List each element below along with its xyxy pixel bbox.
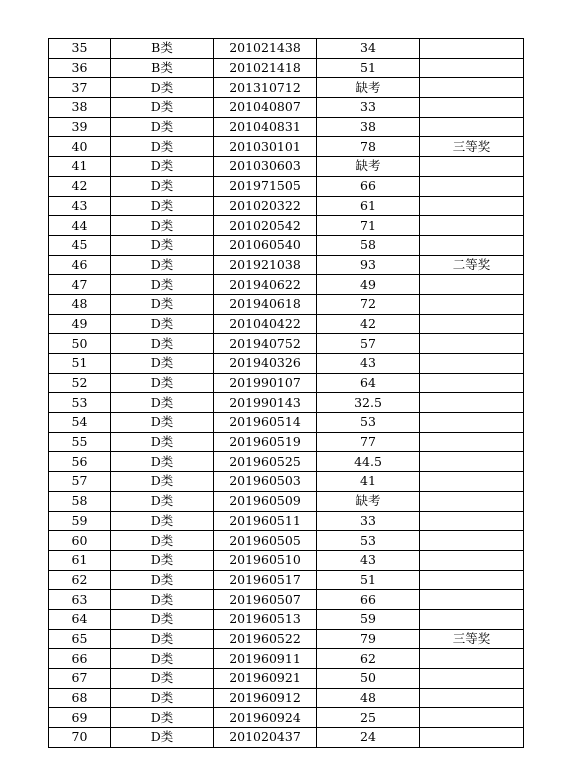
award-cell <box>420 216 524 236</box>
category-cell: D类 <box>111 98 214 118</box>
category-cell: D类 <box>111 294 214 314</box>
student-id-cell: 201040807 <box>214 98 317 118</box>
award-cell <box>420 196 524 216</box>
student-id-cell: 201960525 <box>214 452 317 472</box>
student-id-cell: 201040422 <box>214 314 317 334</box>
table-row <box>49 550 524 570</box>
score-cell: 缺考 <box>317 157 420 177</box>
category-cell: D类 <box>111 688 214 708</box>
score-cell: 78 <box>317 137 420 157</box>
category-cell: B类 <box>111 58 214 78</box>
row-number-cell: 52 <box>49 373 111 393</box>
student-id-cell: 201960509 <box>214 491 317 511</box>
student-id-cell: 201960911 <box>214 649 317 669</box>
score-cell: 43 <box>317 354 420 374</box>
score-cell: 71 <box>317 216 420 236</box>
score-cell: 58 <box>317 235 420 255</box>
award-cell <box>420 570 524 590</box>
row-number-cell: 45 <box>49 235 111 255</box>
score-cell: 缺考 <box>317 78 420 98</box>
category-cell: D类 <box>111 78 214 98</box>
row-number-cell: 49 <box>49 314 111 334</box>
award-cell: 三等奖 <box>420 629 524 649</box>
row-number-cell: 47 <box>49 275 111 295</box>
table-row <box>49 531 524 551</box>
student-id-cell: 201040831 <box>214 117 317 137</box>
table-row <box>49 78 524 98</box>
category-cell: D类 <box>111 728 214 748</box>
score-cell: 50 <box>317 669 420 689</box>
category-cell: D类 <box>111 432 214 452</box>
category-cell: D类 <box>111 117 214 137</box>
score-cell: 93 <box>317 255 420 275</box>
table-row <box>49 570 524 590</box>
row-number-cell: 38 <box>49 98 111 118</box>
award-cell <box>420 432 524 452</box>
category-cell: D类 <box>111 314 214 334</box>
table-row <box>49 669 524 689</box>
award-cell <box>420 669 524 689</box>
award-cell <box>420 58 524 78</box>
category-cell: D类 <box>111 354 214 374</box>
row-number-cell: 56 <box>49 452 111 472</box>
row-number-cell: 69 <box>49 708 111 728</box>
category-cell: D类 <box>111 235 214 255</box>
student-id-cell: 201960921 <box>214 669 317 689</box>
table-row <box>49 728 524 748</box>
award-cell <box>420 688 524 708</box>
row-number-cell: 43 <box>49 196 111 216</box>
award-cell <box>420 649 524 669</box>
category-cell: D类 <box>111 708 214 728</box>
table-row <box>49 432 524 452</box>
student-id-cell: 201020542 <box>214 216 317 236</box>
score-cell: 66 <box>317 176 420 196</box>
row-number-cell: 67 <box>49 669 111 689</box>
award-cell <box>420 176 524 196</box>
award-cell <box>420 314 524 334</box>
row-number-cell: 59 <box>49 511 111 531</box>
row-number-cell: 60 <box>49 531 111 551</box>
row-number-cell: 36 <box>49 58 111 78</box>
student-id-cell: 201960522 <box>214 629 317 649</box>
score-cell: 44.5 <box>317 452 420 472</box>
award-cell <box>420 491 524 511</box>
category-cell: D类 <box>111 373 214 393</box>
row-number-cell: 42 <box>49 176 111 196</box>
student-id-cell: 201990107 <box>214 373 317 393</box>
score-cell: 42 <box>317 314 420 334</box>
table-row <box>49 98 524 118</box>
student-id-cell: 201990143 <box>214 393 317 413</box>
score-cell: 38 <box>317 117 420 137</box>
table-row <box>49 649 524 669</box>
award-cell <box>420 472 524 492</box>
award-cell <box>420 98 524 118</box>
score-cell: 53 <box>317 413 420 433</box>
score-cell: 25 <box>317 708 420 728</box>
student-id-cell: 201960505 <box>214 531 317 551</box>
award-cell <box>420 157 524 177</box>
student-id-cell: 201940622 <box>214 275 317 295</box>
row-number-cell: 53 <box>49 393 111 413</box>
student-id-cell: 201971505 <box>214 176 317 196</box>
score-cell: 64 <box>317 373 420 393</box>
row-number-cell: 54 <box>49 413 111 433</box>
table-row <box>49 334 524 354</box>
award-cell <box>420 708 524 728</box>
student-id-cell: 201940618 <box>214 294 317 314</box>
award-cell <box>420 728 524 748</box>
table-row <box>49 491 524 511</box>
table-row <box>49 117 524 137</box>
score-cell: 62 <box>317 649 420 669</box>
table-row <box>49 176 524 196</box>
student-id-cell: 201060540 <box>214 235 317 255</box>
category-cell: D类 <box>111 472 214 492</box>
row-number-cell: 46 <box>49 255 111 275</box>
category-cell: D类 <box>111 176 214 196</box>
category-cell: B类 <box>111 39 214 59</box>
category-cell: D类 <box>111 649 214 669</box>
student-id-cell: 201960513 <box>214 609 317 629</box>
award-cell <box>420 275 524 295</box>
score-cell: 33 <box>317 98 420 118</box>
category-cell: D类 <box>111 196 214 216</box>
award-cell: 三等奖 <box>420 137 524 157</box>
score-cell: 51 <box>317 570 420 590</box>
category-cell: D类 <box>111 531 214 551</box>
student-id-cell: 201960514 <box>214 413 317 433</box>
table-row <box>49 708 524 728</box>
row-number-cell: 41 <box>49 157 111 177</box>
table-row <box>49 314 524 334</box>
score-cell: 48 <box>317 688 420 708</box>
table-row <box>49 629 524 649</box>
row-number-cell: 39 <box>49 117 111 137</box>
score-cell: 32.5 <box>317 393 420 413</box>
award-cell <box>420 413 524 433</box>
table-row <box>49 511 524 531</box>
row-number-cell: 35 <box>49 39 111 59</box>
award-cell <box>420 452 524 472</box>
student-id-cell: 201310712 <box>214 78 317 98</box>
student-id-cell: 201960507 <box>214 590 317 610</box>
category-cell: D类 <box>111 491 214 511</box>
row-number-cell: 51 <box>49 354 111 374</box>
award-cell <box>420 294 524 314</box>
score-cell: 41 <box>317 472 420 492</box>
score-cell: 33 <box>317 511 420 531</box>
score-cell: 51 <box>317 58 420 78</box>
award-cell <box>420 511 524 531</box>
category-cell: D类 <box>111 255 214 275</box>
results-table <box>48 38 524 748</box>
table-row <box>49 275 524 295</box>
award-cell <box>420 373 524 393</box>
score-cell: 49 <box>317 275 420 295</box>
score-cell: 53 <box>317 531 420 551</box>
table-row <box>49 688 524 708</box>
table-row <box>49 373 524 393</box>
category-cell: D类 <box>111 413 214 433</box>
category-cell: D类 <box>111 629 214 649</box>
score-cell: 57 <box>317 334 420 354</box>
category-cell: D类 <box>111 334 214 354</box>
student-id-cell: 201960924 <box>214 708 317 728</box>
award-cell <box>420 550 524 570</box>
score-cell: 61 <box>317 196 420 216</box>
row-number-cell: 65 <box>49 629 111 649</box>
student-id-cell: 201021418 <box>214 58 317 78</box>
score-cell: 34 <box>317 39 420 59</box>
category-cell: D类 <box>111 570 214 590</box>
student-id-cell: 201960912 <box>214 688 317 708</box>
score-cell: 缺考 <box>317 491 420 511</box>
category-cell: D类 <box>111 452 214 472</box>
category-cell: D类 <box>111 216 214 236</box>
score-cell: 77 <box>317 432 420 452</box>
row-number-cell: 50 <box>49 334 111 354</box>
student-id-cell: 201921038 <box>214 255 317 275</box>
table-row <box>49 393 524 413</box>
award-cell: 二等奖 <box>420 255 524 275</box>
table-row <box>49 216 524 236</box>
category-cell: D类 <box>111 609 214 629</box>
table-row <box>49 255 524 275</box>
category-cell: D类 <box>111 393 214 413</box>
row-number-cell: 44 <box>49 216 111 236</box>
student-id-cell: 201020437 <box>214 728 317 748</box>
student-id-cell: 201020322 <box>214 196 317 216</box>
row-number-cell: 66 <box>49 649 111 669</box>
row-number-cell: 40 <box>49 137 111 157</box>
student-id-cell: 201940752 <box>214 334 317 354</box>
score-cell: 66 <box>317 590 420 610</box>
row-number-cell: 55 <box>49 432 111 452</box>
score-cell: 79 <box>317 629 420 649</box>
row-number-cell: 62 <box>49 570 111 590</box>
table-row <box>49 452 524 472</box>
award-cell <box>420 39 524 59</box>
row-number-cell: 70 <box>49 728 111 748</box>
table-row <box>49 137 524 157</box>
results-table-body <box>49 39 524 748</box>
award-cell <box>420 609 524 629</box>
table-row <box>49 235 524 255</box>
student-id-cell: 201960510 <box>214 550 317 570</box>
table-row <box>49 157 524 177</box>
row-number-cell: 61 <box>49 550 111 570</box>
row-number-cell: 64 <box>49 609 111 629</box>
student-id-cell: 201021438 <box>214 39 317 59</box>
score-cell: 24 <box>317 728 420 748</box>
row-number-cell: 37 <box>49 78 111 98</box>
table-row <box>49 354 524 374</box>
student-id-cell: 201030603 <box>214 157 317 177</box>
award-cell <box>420 590 524 610</box>
table-row <box>49 58 524 78</box>
award-cell <box>420 393 524 413</box>
student-id-cell: 201960511 <box>214 511 317 531</box>
score-cell: 59 <box>317 609 420 629</box>
award-cell <box>420 235 524 255</box>
award-cell <box>420 354 524 374</box>
category-cell: D类 <box>111 511 214 531</box>
category-cell: D类 <box>111 157 214 177</box>
award-cell <box>420 117 524 137</box>
table-row <box>49 413 524 433</box>
table-row <box>49 39 524 59</box>
row-number-cell: 68 <box>49 688 111 708</box>
student-id-cell: 201960517 <box>214 570 317 590</box>
award-cell <box>420 78 524 98</box>
table-row <box>49 196 524 216</box>
category-cell: D类 <box>111 275 214 295</box>
student-id-cell: 201030101 <box>214 137 317 157</box>
student-id-cell: 201960503 <box>214 472 317 492</box>
score-cell: 72 <box>317 294 420 314</box>
row-number-cell: 57 <box>49 472 111 492</box>
score-cell: 43 <box>317 550 420 570</box>
row-number-cell: 63 <box>49 590 111 610</box>
table-row <box>49 472 524 492</box>
category-cell: D类 <box>111 590 214 610</box>
student-id-cell: 201940326 <box>214 354 317 374</box>
row-number-cell: 48 <box>49 294 111 314</box>
student-id-cell: 201960519 <box>214 432 317 452</box>
row-number-cell: 58 <box>49 491 111 511</box>
category-cell: D类 <box>111 137 214 157</box>
table-row <box>49 609 524 629</box>
award-cell <box>420 334 524 354</box>
table-row <box>49 294 524 314</box>
category-cell: D类 <box>111 550 214 570</box>
award-cell <box>420 531 524 551</box>
table-row <box>49 590 524 610</box>
category-cell: D类 <box>111 669 214 689</box>
